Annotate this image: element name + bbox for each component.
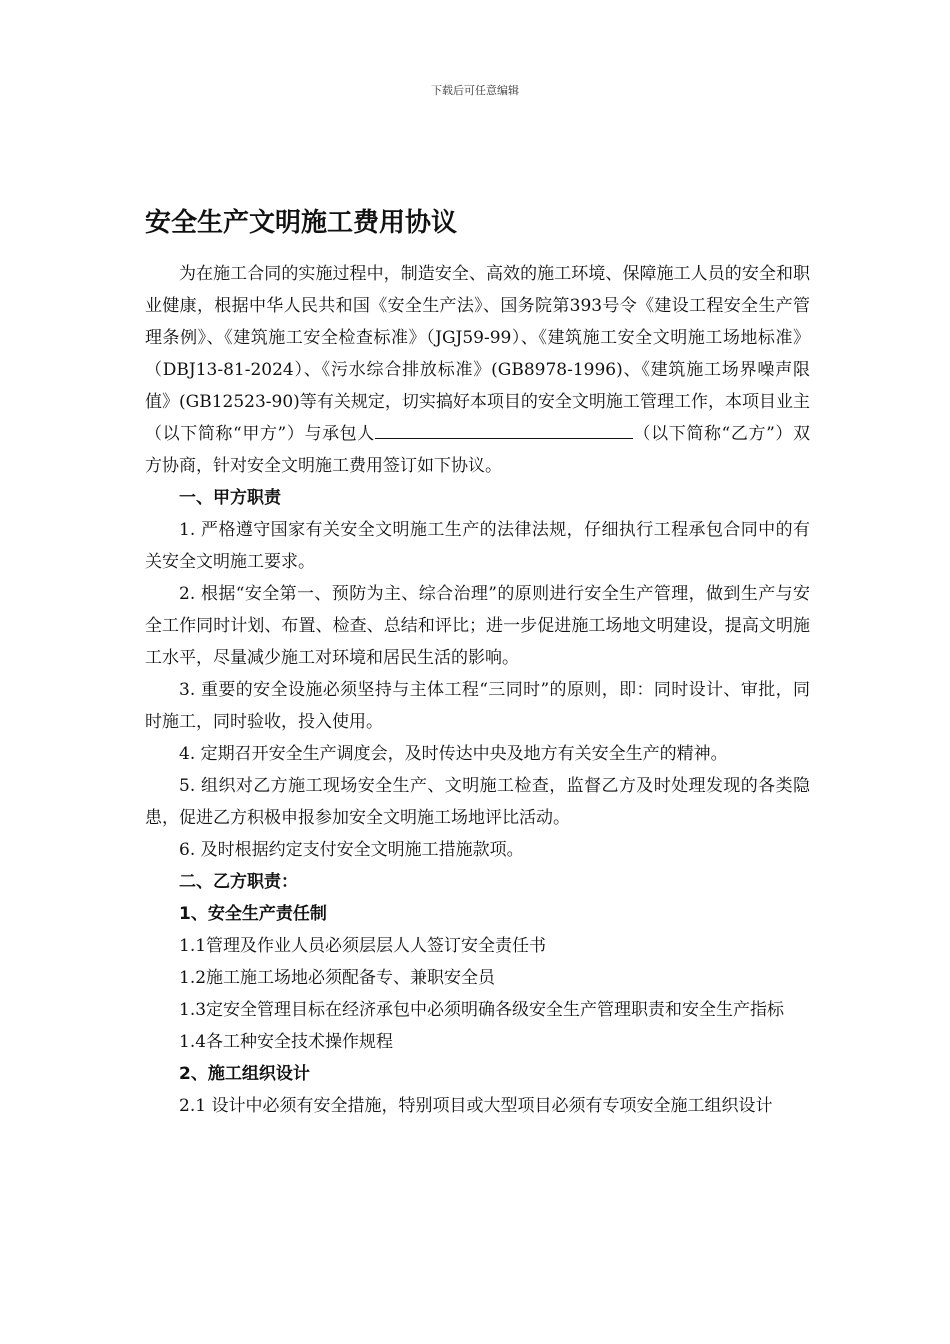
subsection-heading-construction-design: 2、施工组织设计: [179, 1064, 310, 1084]
safety-responsibility-item: 1.2施工施工场地必须配备专、兼职安全员: [179, 968, 496, 988]
intro-text-part1: 为在施工合同的实施过程中，制造安全、高效的施工环境、保障施工人员的安全和职业健康，根据中华人民共和国《安全生产法》、国务院第393号令《建设工程安全生产管理条例》、《建筑施工安全检查标准》（JGJ59-99）、《建筑施工安全文明施工场地标准》（DBJ13-81-2024）、《污水综合排放标准》(GB8978-1996)、《建筑施工场界噪声限值》(GB12523-90)等有关规定，切实搞好本项目的安全文明施工管理工作，本项目业主（以下简称“甲方”）与承包人: [145, 264, 810, 444]
document-title: 安全生产文明施工费用协议: [145, 208, 458, 238]
header-note: 下载后可任意编辑: [431, 84, 519, 97]
intro-text-part2: （以下简称“乙方”）双方协商，针对安全文明施工费用签订如下协议。: [145, 424, 810, 476]
section-heading-party-b: 二、乙方职责：: [179, 872, 298, 892]
party-a-item: 6. 及时根据约定支付安全文明施工措施款项。: [179, 840, 524, 860]
party-a-item: 3. 重要的安全设施必须坚持与主体工程“三同时”的原则，即：同时设计、审批，同时施工，同时验收，投入使用。: [145, 680, 810, 732]
party-a-item: 4. 定期召开安全生产调度会，及时传达中央及地方有关安全生产的精神。: [179, 744, 728, 764]
safety-responsibility-item: 1.3定安全管理目标在经济承包中必须明确各级安全生产管理职责和安全生产指标: [179, 1000, 785, 1020]
safety-responsibility-item: 1.4各工种安全技术操作规程: [179, 1032, 394, 1052]
intro-paragraph: [145, 258, 810, 482]
contractor-blank-line: [375, 420, 633, 439]
party-a-item: 5. 组织对乙方施工现场安全生产、文明施工检查，监督乙方及时处理发现的各类隐患，促进乙方积极申报参加安全文明施工场地评比活动。: [145, 776, 810, 828]
party-a-item: 2. 根据“安全第一、预防为主、综合治理”的原则进行安全生产管理，做到生产与安全工作同时计划、布置、检查、总结和评比；进一步促进施工场地文明建设，提高文明施工水平，尽量减少施工对环境和居民生活的影响。: [145, 584, 810, 668]
party-a-item: 1. 严格遵守国家有关安全文明施工生产的法律法规，仔细执行工程承包合同中的有关安全文明施工要求。: [145, 520, 810, 572]
safety-responsibility-item: 1.1管理及作业人员必须层层人人签订安全责任书: [179, 936, 547, 956]
subsection-heading-safety-responsibility: 1、安全生产责任制: [179, 904, 327, 924]
section-heading-party-a: 一、甲方职责: [179, 488, 281, 508]
construction-design-item: 2.1 设计中必须有安全措施，特别项目或大型项目必须有专项安全施工组织设计: [179, 1096, 773, 1116]
document-body: [145, 200, 810, 1122]
